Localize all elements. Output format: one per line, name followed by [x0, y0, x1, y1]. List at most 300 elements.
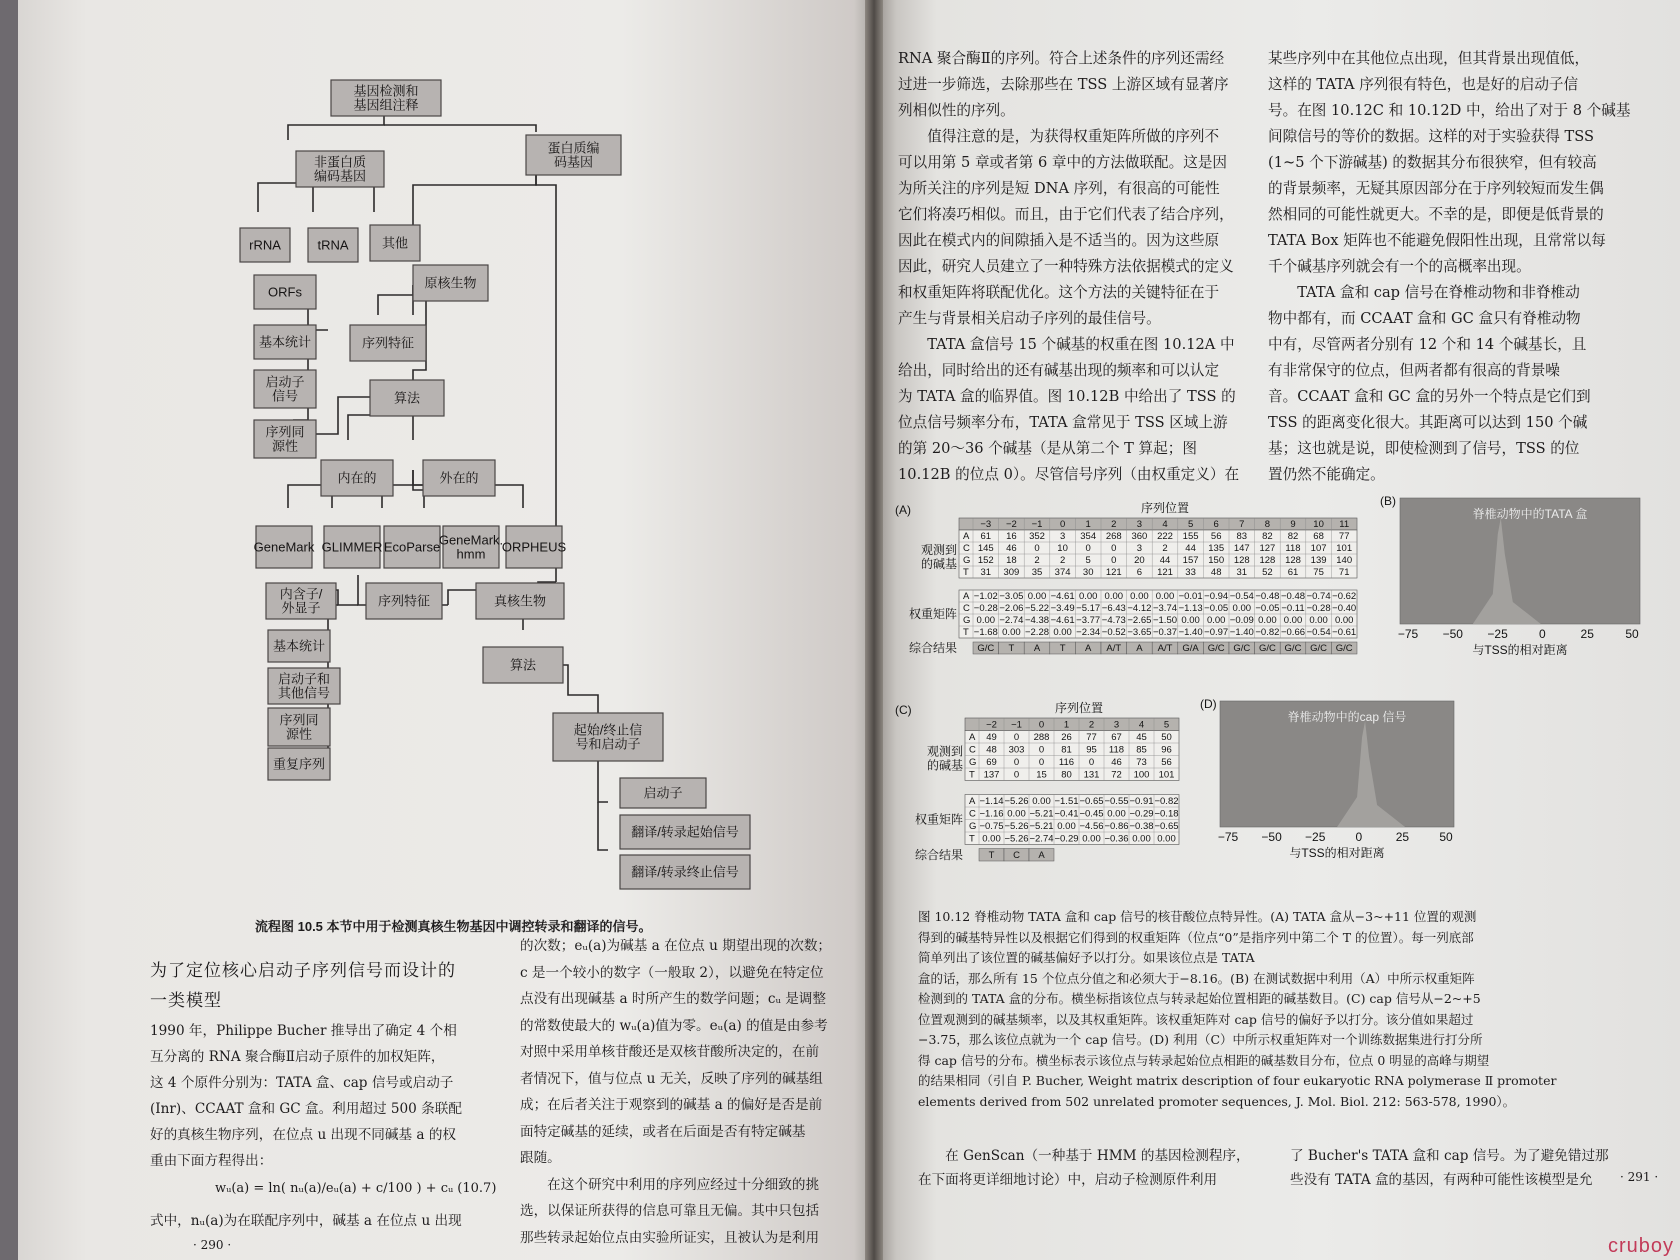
right-col2-line: TATA Box 矩阵也不能避免假阳性出现，且常常以每 — [1268, 232, 1606, 249]
observed-cell: 83 — [1236, 531, 1248, 542]
observed-cell: 155 — [1182, 531, 1199, 542]
observed-cell: 69 — [986, 757, 997, 768]
histogram-xlabel: 与TSS的相对距离 — [1472, 643, 1568, 657]
histogram-tick: −25 — [1487, 627, 1508, 641]
left-col2-line: 成；在后者关注于观察到的碱基 a 的偏好是否是前 — [520, 1097, 823, 1113]
observed-cell: 35 — [1031, 567, 1043, 578]
weight-cell: 0.00 — [1104, 591, 1124, 602]
node-tool-ecoparse — [384, 526, 440, 568]
node-noncoding-label: 编码基因 — [313, 168, 367, 184]
left-col2-line: 的常数使最大的 wᵤ(a)值为零。eᵤ(a) 的值是由参考 — [520, 1017, 828, 1034]
node-basic-stats-2 — [268, 630, 330, 662]
base-label: G — [963, 555, 971, 566]
weight-cell: −1.50 — [1152, 615, 1178, 626]
node-algo-2-label: 算法 — [509, 657, 537, 673]
weight-cell: −5.21 — [1029, 821, 1054, 832]
consensus-cell: G/C — [1335, 643, 1353, 654]
observed-cell: 157 — [1182, 555, 1199, 566]
consensus-cell: A — [1136, 643, 1143, 654]
observed-cell: 77 — [1086, 732, 1097, 743]
node-coding-label: 蛋白质编 — [547, 140, 600, 156]
right-col2-line: 千个碱基序列就会有一个的高概率出现。 — [1268, 258, 1531, 275]
right-col1-line: TATA 盒信号 15 个碱基的权重在图 10.12A 中 — [898, 336, 1235, 353]
figure-caption-line: 的结果相同（引自 P. Bucher, Weight matrix description of four eukaryotic RNA polymerase Ⅱ promoter — [918, 1073, 1557, 1088]
observed-cell: 52 — [1262, 567, 1273, 578]
node-seq-feat-2 — [366, 583, 442, 619]
panel-label: (C) — [895, 703, 912, 717]
equation-10-7: wᵤ(a) = ln( nᵤ(a)/eᵤ(a) + c/100 ) + cᵤ (10.7) — [215, 1181, 497, 1196]
weight-cell: −0.28 — [1306, 603, 1331, 614]
table-a-tata — [895, 500, 1375, 690]
base-label: A — [963, 531, 970, 542]
right-col1-line: 可以用第 5 章或者第 6 章中的方法做联配。这是因 — [898, 154, 1228, 171]
section-heading: 为了定位核心启动子序列信号而设计的一类模型 — [150, 961, 456, 1011]
node-tool-ecoparse-label: EcoParse — [383, 539, 441, 555]
position-header: 2 — [1111, 519, 1117, 530]
right-column-2 — [1268, 46, 1640, 488]
observed-cell: 48 — [986, 744, 997, 756]
observed-cell: 0 — [1034, 543, 1040, 554]
connector — [378, 285, 413, 315]
figure-caption-line: 简单列出了该位置的碱基偏好予以打分。如果该位点是 TATA — [918, 950, 1255, 965]
observed-cell: 85 — [1136, 744, 1147, 756]
node-homology-1-label: 序列同 — [265, 424, 305, 440]
node-basic-stats-1-label: 基本统计 — [258, 334, 312, 350]
histogram-tick: 0 — [1355, 830, 1363, 844]
node-promoter-sig — [254, 370, 316, 408]
weight-cell: −4.56 — [1079, 821, 1104, 832]
histogram-tick: 25 — [1580, 627, 1594, 641]
left-col2-line: 跟随。 — [520, 1150, 561, 1166]
observed-cell: 96 — [1161, 744, 1172, 756]
observed-cell: 0 — [1038, 757, 1045, 768]
connector — [536, 175, 556, 582]
base-label: T — [969, 833, 975, 845]
weight-cell: 0.00 — [1283, 615, 1303, 626]
observed-cell: 61 — [980, 531, 992, 542]
observed-cell: 145 — [977, 543, 994, 554]
weight-cell: −4.38 — [1024, 615, 1050, 626]
consensus-label: 综合结果 — [914, 848, 963, 862]
consensus-cell: A/T — [1157, 643, 1173, 654]
right-bottom-left-line: 在下面将更详细地讨论）中，启动子检测原件利用 — [918, 1172, 1218, 1188]
weight-cell: −1.02 — [973, 591, 998, 602]
position-header: 5 — [1187, 519, 1194, 530]
observed-cell: 33 — [1185, 567, 1196, 578]
right-col1-line: 列相似性的序列。 — [898, 102, 1015, 119]
weight-cell: −0.29 — [1129, 808, 1154, 820]
node-start-stop — [553, 713, 663, 761]
right-col1-line: 为所关注的序列是短 DNA 序列，有很高的可能性 — [898, 180, 1220, 197]
position-header: 0 — [1059, 519, 1066, 530]
observed-cell: 0 — [1111, 555, 1117, 566]
right-col1-line: RNA 聚合酶Ⅱ的序列。符合上述条件的序列还需经 — [898, 50, 1225, 67]
observed-label: 观测到 — [926, 744, 963, 759]
consensus-cell: T — [1008, 643, 1015, 654]
node-orfs — [254, 275, 316, 309]
figure-caption-line: 检测到的 TATA 盒的分布。横坐标指该位点与转录起始位置相距的碱基数目。(C) cap 信号从−2~+5 — [918, 991, 1481, 1006]
observed-cell: 80 — [1061, 769, 1072, 781]
weight-cell: −4.12 — [1127, 603, 1152, 614]
position-header: 1 — [1085, 519, 1091, 530]
left-col2-line: 的次数；eᵤ(a)为碱基 a 在位点 u 期望出现的次数； — [520, 938, 832, 954]
observed-cell: 309 — [1003, 567, 1020, 578]
observed-cell: 3 — [1136, 543, 1143, 554]
node-root-label: 基因组注释 — [353, 97, 419, 113]
position-header: 8 — [1264, 519, 1271, 530]
base-label: C — [963, 603, 970, 614]
panel-label: (A) — [895, 503, 911, 517]
weight-cell: −4.73 — [1101, 615, 1126, 626]
weight-cell: −0.41 — [1054, 808, 1079, 820]
observed-cell: 48 — [1210, 567, 1222, 578]
right-col2-line: (1~5 个下游碱基) 的数据其分布很狭窄，但有较高 — [1268, 154, 1597, 171]
observed-cell: 118 — [1285, 543, 1301, 554]
figure-caption-line: 得 cap 信号的分布。横坐标表示该位点与转录起始位点相距的碱基数目分布，位点 0 明显的高峰与期望 — [918, 1052, 1490, 1068]
weight-cell: −3.05 — [999, 591, 1024, 602]
weight-cell: 0.00 — [1132, 833, 1151, 845]
consensus-cell: G/C — [1310, 643, 1328, 654]
observed-cell: 44 — [1159, 555, 1171, 566]
base-label: T — [969, 769, 975, 781]
left-col2-line: 者情况下，值与位点 u 无关，反映了序列的碱基组 — [520, 1070, 823, 1087]
node-trans-start — [620, 815, 750, 849]
histogram-tick: −25 — [1305, 830, 1326, 844]
weight-cell: −3.74 — [1152, 603, 1178, 614]
weight-cell: −3.77 — [1076, 615, 1101, 626]
node-start-stop-label: 起始/终止信 — [573, 722, 643, 738]
weight-cell: −0.91 — [1129, 796, 1154, 807]
weight-cell: −0.61 — [1332, 627, 1357, 638]
node-trans-stop — [620, 855, 750, 889]
observed-cell: 15 — [1036, 769, 1047, 781]
observed-cell: 127 — [1259, 543, 1276, 554]
weight-cell: −0.36 — [1104, 833, 1129, 845]
weight-cell: −0.75 — [979, 821, 1004, 832]
weight-cell: −0.45 — [1079, 808, 1104, 820]
left-col2-line: 那些转录起始位点由实验所证实，且被认为是利用 — [520, 1229, 820, 1246]
left-column-1-tail: 式中，nᵤ(a)为在联配序列中，碱基 a 在位点 u 出现 — [150, 1213, 462, 1229]
weight-cell: −0.97 — [1204, 627, 1229, 638]
weight-cell: −0.29 — [1054, 833, 1079, 845]
observed-cell: 121 — [1105, 567, 1122, 578]
connector — [348, 415, 378, 440]
observed-cell: 268 — [1105, 531, 1122, 542]
observed-cell: 303 — [1008, 744, 1025, 756]
node-promoter-other — [268, 668, 340, 704]
figure-caption-line: 盒的话，那么所有 15 个位点分值之和必须大于−8.16。(B) 在测试数据中利用（A）中所示权重矩阵 — [918, 970, 1475, 986]
observed-cell: 128 — [1233, 555, 1250, 566]
watermark: cruboy — [1607, 1235, 1674, 1257]
consensus-cell: G/C — [1207, 643, 1225, 654]
right-col1-line: 值得注意的是，为获得权重矩阵所做的序列不 — [898, 128, 1220, 145]
right-col1-line: 和权重矩阵将联配优化。这个方法的关键特征在于 — [898, 284, 1220, 301]
node-intrinsic-label: 内在的 — [337, 470, 377, 486]
weight-matrix-label: 权重矩阵 — [914, 812, 963, 827]
left-col2-line: 面特定碱基的延续，或者在后面是否有特定碱基 — [520, 1123, 806, 1140]
weight-cell: −4.61 — [1050, 591, 1075, 602]
weight-cell: −3.65 — [1127, 627, 1152, 638]
node-tool-genemark — [254, 526, 315, 568]
node-tool-glimmer — [322, 526, 383, 568]
right-col2-line: 这样的 TATA 序列很有特色，也是好的启动子信 — [1268, 76, 1579, 93]
table-title: 序列位置 — [1054, 701, 1104, 715]
consensus-cell: A/T — [1106, 643, 1122, 654]
histogram-tick: 0 — [1539, 627, 1546, 641]
consensus-cell: C — [1013, 850, 1020, 861]
figure-10-12-caption — [918, 907, 1658, 1112]
observed-cell: 150 — [1208, 555, 1225, 566]
node-rrna — [240, 228, 290, 262]
weight-cell: −1.68 — [973, 627, 998, 638]
connector — [448, 590, 476, 605]
weight-cell: 0.00 — [1007, 808, 1026, 820]
left-col1-line: 1990 年，Philippe Bucher 推导出了确定 4 个相 — [150, 1023, 457, 1039]
weight-cell: 0.00 — [1206, 615, 1226, 626]
observed-label: 观测到 — [920, 543, 957, 557]
observed-cell: 128 — [1259, 555, 1276, 566]
observed-cell: 0 — [1088, 757, 1095, 768]
weight-cell: −2.65 — [1127, 615, 1152, 626]
histogram-title: 脊椎动物中的TATA 盒 — [1472, 507, 1588, 521]
node-tool-genemark-hmm-label: hmm — [456, 546, 486, 562]
observed-cell: 77 — [1338, 531, 1350, 542]
right-col1-line: 过进一步筛选，去除那些在 TSS 上游区域有显著序 — [898, 76, 1229, 93]
right-col2-line: 间隙信号的等价的数据。这样的对于实验获得 TSS — [1268, 128, 1594, 145]
node-start-stop-label: 号和启动子 — [575, 736, 641, 752]
weight-cell: −2.06 — [999, 603, 1024, 614]
node-tool-genemark-hmm-label: GeneMark. — [438, 532, 504, 548]
position-header: 3 — [1113, 719, 1120, 731]
observed-cell: 0 — [1013, 732, 1020, 743]
histogram-tick: −50 — [1261, 830, 1282, 844]
position-header: 9 — [1290, 519, 1296, 530]
right-bottom-right-line: 了 Bucher's TATA 盒和 cap 信号。为了避免错过那 — [1290, 1148, 1609, 1164]
weight-cell: −2.28 — [1024, 627, 1050, 638]
node-repeat-label: 重复序列 — [272, 756, 326, 772]
right-bottom-left-text — [918, 1144, 1278, 1192]
right-col2-line: 基；这也就是说，即使检测到了信号，TSS 的位 — [1268, 440, 1580, 457]
weight-cell: 0.00 — [1027, 591, 1047, 602]
weight-cell: 0.00 — [1258, 615, 1277, 626]
weight-cell: −0.62 — [1332, 591, 1357, 602]
observed-cell: 56 — [1210, 531, 1222, 542]
position-header: 2 — [1088, 719, 1095, 731]
observed-cell: 0 — [1013, 769, 1020, 781]
observed-cell: 107 — [1310, 543, 1327, 554]
base-label: C — [969, 808, 976, 820]
weight-cell: 0.00 — [982, 833, 1001, 845]
weight-cell: −2.74 — [999, 615, 1024, 626]
observed-cell: 101 — [1336, 543, 1353, 554]
consensus-cell: A — [1038, 850, 1045, 861]
observed-cell: 101 — [1158, 769, 1175, 781]
observed-cell: 288 — [1033, 732, 1050, 743]
weight-cell: −0.18 — [1154, 808, 1179, 820]
position-header: 1 — [1063, 719, 1070, 731]
position-header: 11 — [1339, 519, 1350, 530]
base-label: C — [969, 744, 976, 756]
connector — [413, 175, 536, 250]
observed-cell: 374 — [1054, 567, 1071, 578]
right-page-number: · 291 · — [1620, 1170, 1659, 1184]
node-repeat — [268, 748, 330, 780]
weight-cell: −0.28 — [973, 603, 998, 614]
position-header: 3 — [1136, 519, 1143, 530]
connector — [384, 125, 536, 132]
weight-cell: −0.55 — [1104, 796, 1129, 807]
observed-cell: 49 — [986, 732, 997, 743]
observed-cell: 26 — [1061, 732, 1072, 743]
histogram-tick: −75 — [1397, 627, 1419, 641]
figure-caption-line: 图 10.12 脊椎动物 TATA 盒和 cap 信号的核苷酸位点特异性。(A) TATA 盒从−3~+11 位置的观测 — [918, 909, 1477, 924]
observed-cell: 121 — [1157, 567, 1173, 578]
observed-cell: 2 — [1034, 555, 1040, 566]
observed-cell: 82 — [1262, 531, 1273, 542]
weight-cell: −5.21 — [1029, 808, 1054, 820]
node-intron-exon-label: 内含子/ — [279, 586, 323, 602]
right-bottom-right-text — [1290, 1144, 1650, 1192]
position-header: −1 — [1011, 719, 1022, 731]
figure-caption-line: −3.75，那么该位点就为一个 cap 信号。(D) 利用（C）中所示权重矩阵对一个训练数据集进行打分所 — [918, 1032, 1483, 1047]
observed-cell: 46 — [1111, 757, 1122, 768]
node-homology-2-label: 源性 — [285, 726, 313, 742]
position-header: 0 — [1038, 719, 1045, 731]
observed-label: 的碱基 — [920, 557, 957, 571]
node-trans-stop-label: 翻译/转录终止信号 — [631, 864, 739, 880]
right-col1-line: 10.12B 的位点 0）。尽管信号序列（由权重定义）在 — [898, 466, 1240, 483]
observed-cell: 16 — [1006, 531, 1017, 542]
node-tool-glimmer-label: GLIMMER — [321, 539, 383, 555]
node-extrinsic-label: 外在的 — [439, 470, 479, 486]
observed-cell: 20 — [1134, 555, 1145, 566]
weight-cell: −0.38 — [1129, 821, 1154, 832]
right-col2-line: 中有，尽管两者分别有 12 个和 14 个碱基长，且 — [1268, 336, 1587, 353]
right-col1-line: 的第 20～36 个碱基（是从第二个 T 算起；图 — [898, 440, 1197, 457]
consensus-label: 综合结果 — [908, 641, 957, 655]
weight-cell: −0.01 — [1178, 591, 1203, 602]
node-seq-feat-2-label: 序列特征 — [377, 593, 431, 609]
observed-cell: 140 — [1336, 555, 1353, 566]
observed-cell: 354 — [1080, 531, 1097, 542]
weight-cell: 0.00 — [1032, 796, 1051, 807]
flowchart-10-5 — [18, 0, 880, 960]
weight-cell: 0.00 — [1107, 808, 1126, 820]
node-prokaryote-label: 原核生物 — [424, 275, 477, 291]
right-col1-line: 它们将凑巧相似。而且，由于它们代表了结合序列， — [898, 206, 1234, 223]
node-algo-1 — [370, 380, 444, 416]
base-label: G — [969, 821, 977, 832]
weight-cell: −1.40 — [1229, 627, 1254, 638]
node-homology-1-label: 源性 — [271, 438, 299, 454]
observed-cell: 118 — [1108, 744, 1125, 756]
observed-cell: 2 — [1059, 555, 1066, 566]
node-intron-exon — [266, 583, 336, 619]
consensus-cell: G/C — [1233, 643, 1251, 654]
base-label: T — [963, 627, 969, 638]
observed-cell: 82 — [1287, 531, 1299, 542]
right-col2-line: TSS 的距离变化很大。其距离可以达到 150 个碱 — [1268, 414, 1588, 431]
base-label: A — [963, 591, 970, 602]
observed-cell: 75 — [1313, 567, 1324, 578]
weight-cell: −0.09 — [1229, 615, 1254, 626]
node-other-label: 其他 — [381, 235, 409, 251]
weight-cell: −3.49 — [1050, 603, 1075, 614]
left-col1-line: 好的真核生物序列，在位点 u 出现不同碱基 a 的权 — [150, 1127, 457, 1143]
observed-cell: 147 — [1233, 543, 1250, 554]
connector — [598, 802, 608, 850]
observed-cell: 0 — [1111, 543, 1117, 554]
left-col1-line: (Inr)、CCAAT 盒和 GC 盒。利用超过 500 条联配 — [150, 1101, 462, 1117]
node-tool-orpheus — [502, 526, 567, 568]
observed-cell: 137 — [983, 769, 1000, 781]
observed-cell: 95 — [1086, 744, 1097, 756]
observed-cell: 44 — [1185, 543, 1196, 554]
weight-cell: 0.00 — [1002, 627, 1021, 638]
weight-cell: −0.65 — [1154, 821, 1179, 832]
node-eukaryote — [476, 583, 564, 619]
consensus-cell: T — [1059, 643, 1066, 654]
position-header: 10 — [1313, 519, 1324, 530]
base-label: A — [969, 732, 976, 743]
figure-caption-line: 位置观测到的碱基频率，以及其权重矩阵。该权重矩阵对 cap 信号的偏好予以打分。该分值如果超过 — [918, 1011, 1474, 1027]
node-promoter — [620, 778, 706, 808]
histogram-xlabel: 与TSS的相对距离 — [1289, 846, 1385, 860]
weight-cell: −5.22 — [1024, 603, 1050, 614]
panel-label: (B) — [1380, 494, 1396, 508]
weight-cell: 0.00 — [1053, 627, 1072, 638]
node-tool-genemark-hmm — [439, 526, 503, 568]
node-basic-stats-1 — [254, 325, 316, 359]
weight-cell: −0.54 — [1306, 627, 1331, 638]
node-promoter-other-label: 启动子和 — [277, 671, 331, 687]
node-trna-label: tRNA — [317, 237, 349, 253]
histogram-b-tata — [1380, 492, 1650, 672]
right-col1-line: 位点信号频率分布，TATA 盒常见于 TSS 区域上游 — [898, 414, 1228, 431]
node-promoter-sig-label: 启动子 — [265, 374, 305, 390]
observed-cell: 0 — [1085, 543, 1091, 554]
table-c-cap — [895, 700, 1195, 880]
observed-cell: 45 — [1136, 732, 1147, 743]
weight-cell: −0.82 — [1255, 627, 1280, 638]
weight-cell: −5.26 — [1004, 833, 1029, 845]
right-col2-line: 物中都有，而 CCAAT 盒和 GC 盒只有脊椎动物 — [1268, 310, 1581, 327]
weight-cell: −2.74 — [1029, 833, 1054, 845]
node-basic-stats-2-label: 基本统计 — [272, 638, 326, 654]
weight-cell: −4.61 — [1050, 615, 1075, 626]
left-col1-line: 重由下面方程得出： — [150, 1153, 273, 1169]
observed-cell: 31 — [980, 567, 992, 578]
right-column-1 — [898, 46, 1250, 488]
node-homology-2 — [268, 708, 330, 746]
observed-cell: 46 — [1006, 543, 1017, 554]
node-trans-start-label: 翻译/转录起始信号 — [631, 824, 739, 840]
consensus-cell: G/C — [977, 643, 995, 654]
observed-cell: 18 — [1006, 555, 1017, 566]
weight-cell: 0.00 — [976, 615, 996, 626]
node-other — [370, 225, 420, 261]
right-col2-line: 然相同的可能性就更大。不幸的是，即便是低背景的 — [1268, 206, 1604, 223]
table-title: 序列位置 — [1140, 501, 1190, 515]
node-eukaryote-label: 真核生物 — [493, 593, 547, 609]
node-intron-exon-label: 外显子 — [281, 600, 321, 616]
position-header: 6 — [1213, 519, 1219, 530]
node-algo-1-label: 算法 — [393, 390, 421, 406]
weight-cell: −1.13 — [1178, 603, 1203, 614]
node-tool-genemark-label: GeneMark — [253, 539, 315, 555]
left-col2-line: c 是一个较小的数字（一般取 2），以避免在特定位 — [520, 964, 824, 981]
observed-cell: 61 — [1287, 567, 1299, 578]
